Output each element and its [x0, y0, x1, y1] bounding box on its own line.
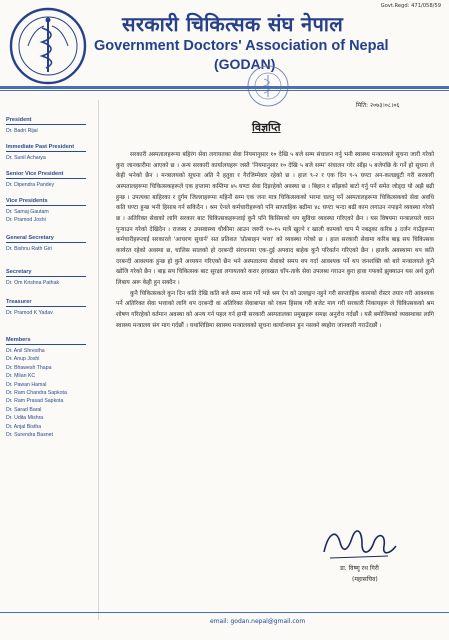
sidebar-member-name: Dr. Pramod Joshi [6, 217, 46, 224]
sidebar-member-name: Dr. Anjal Bistha [6, 423, 42, 430]
sidebar-member-name: Dr. Sarad Baral [6, 406, 42, 413]
signature [318, 520, 400, 564]
sidebar-group-senior-vp [6, 160, 96, 189]
letter-paragraph: कुनै चिकित्सकले कुन दिन कति देखि कति बजे सम्म काम गर्ने भन्ने श्रम ऐन को उल्लङ्घन नहुने गरी साप्ताहिक कामको रोस्टर तयार गरी आवश्यक पर्ने अतिरिक्त सेवा भत्ताको लागि थप दरबन्दी वा अतिरिक्त सेवाबापत को रकम हिसाब गरी बजेट माग गरी सरकारी निकायहरू ले चिकित्सकको श्रम शोषण गरिरहेको वर्तमान अवस्था को अन्त्य गर्न पहल गर्न हामी सरकारी अस्पतालका प्रमुखहरू समक्ष अनुरोध गर्दछौं । यसै बमोजिमको व्यवस्थाका लागि स्वास्थ्य मन्त्रालय संग माग गर्दछौं । यथाशिघ्रिमा स्वास्थ्य मन्त्रालयको सूचना कार्यान्वयन हुन नसक्ने ब्यहोरा जानकारी गराउँदछौं । [116, 290, 434, 329]
sidebar-member-name: Dr. Sunil Acharya [6, 155, 46, 161]
header-divider-thin [0, 90, 449, 91]
association-abbreviation: (GODAN) [214, 56, 276, 72]
sidebar-member-name: Dr. Om Krishna Pathak [6, 280, 60, 286]
sidebar-heading: General Secretary [6, 235, 86, 243]
sidebar-member-name: Dr. Samaj Gautam [6, 209, 49, 215]
sidebar-heading: Treasurer [6, 299, 86, 307]
letterhead-header [0, 0, 449, 100]
sidebar-member-name: Dr. Pawan Hamal [6, 381, 47, 388]
sidebar-member-name: Dr. Badri Rijal [6, 128, 38, 134]
sidebar-group-secretary [6, 258, 96, 287]
sidebar-heading: Secretary [6, 269, 86, 277]
sidebar-heading: Vice Presidents [6, 198, 86, 206]
registration-number: Govt.Regd: 471/058/59 [380, 3, 441, 9]
sidebar-group-treasurer [6, 288, 96, 317]
sidebar-member-name: Dr. Milan KC [6, 373, 36, 380]
sidebar-heading: President [6, 117, 86, 125]
sidebar-member-name: Dr. Dipendra Pandey [6, 182, 55, 188]
sidebar-member-name: Dr. Ram Prasad Sapkota [6, 398, 64, 405]
sidebar-member-name: Dr. Ram Chandra Sapkota [6, 390, 67, 397]
office-bearers-sidebar [0, 100, 99, 620]
sidebar-group-past-president [6, 133, 96, 162]
sidebar-group-president [6, 106, 96, 135]
header-divider [0, 86, 449, 89]
sidebar-member-name: Dr. Anil Shrestha [6, 348, 45, 354]
footer-divider [0, 612, 449, 613]
sidebar-member-name: Dr. Surendra Basnet [6, 432, 54, 439]
association-name-english: Government Doctors' Association of Nepal [94, 38, 389, 54]
sidebar-group-general-secretary [6, 224, 96, 253]
letter-paragraph: सरकारी अस्पतालहरूमा बहिरंग सेवा लगायतका सेवा नियमानुसार १० देखि ५ बजे सम्म संचालन गर्नु भनी स्वास्थ्य मन्त्रालयले सूचना जारी गरेको कुरा जानकारीमा आएको छ । अन्य सरकारी कार्यालयहरू जस्तै 'नियमानुसार १० देखि ५ बजे सम्म' संचालन गरेर साँझ ५ बजेपछि के गर्ने हो सूचना ले केही भनेको छैन । मन्त्रालयको सूचना अति नै हतुवा र गैरजिम्मेवार रहेको छ । हाल ९-२ र एक दिन ९-५ घण्टा अन-कलड्युटी गरी सरकारी अस्पतालहरूमा चिकित्सकहरूले एक हप्तामा कम्तिमा ४५ घण्टा सेवा दिइरहेको अवस्था छ । बिहान र साँझको बाटो गर्नु पर्ने समेत जोड्दा यो अझै बढी हुन्छ । उपत्यका बाहिरका र दुर्गम जिल्लाहरूमा महिनौं सम्म एक जना मात्र चिकित्सकको भरमा चलनु पर्ने अस्पतालहरूमा चिकित्सकको सेवा अवधि कति घण्टा हुन्छ भनी हिसाब गर्न सकिदैन । श्रम ऐनले कर्मचारीहरूको पनि साप्ताहिक बढीमा ४८ घण्टा भन्दा बढी काम लगाउन नपाइने व्यवस्था गरेको छ । अतिरिक्त सेवाको लागि सरकार बाट चिकित्सकहरूलाई कुनै पनि किसिमको थप सुविधा व्यवस्था गरिएको छैन । यस विषयमा मन्त्रालयले ध्यान पुऱ्याउन गरेको देखिदैन । राजस्व र उपस्वास्थ्य चौकीमा आउन जरुरी १०-१५ मात्रै खुल्ने र खाली कामको चाप मै नबढ्का करिब ३ दर्जन गाउँहरूमा कर्मचारीहरूलाई सरकारले 'आचरण सुधार्न' सत प्रतिशत 'प्रोत्साहन भत्ता' को व्यवस्था गरेको छ । हाल सरकारी सेवामा करिब बाह्र सय चिकित्सक कार्यरत रहेको अवस्था छ, चालिस सालको हो दरबन्दी संरचनामा एक-दुई अपवाद बाहेक कुनै परिवर्तन गरिएको छैन । हालकै अवस्थामा थप कति दरबन्दी आवश्यक हुन्छ हो कुनै अध्ययन गरिएको छैन भने अस्पतालमा सेवाको समय थप गर्दा आवश्यक पर्ने थप जनशक्ति को बारे मन्त्रालयले कुनै खोजि गरेको छैन । बाह्र सय चिकित्सक बाट सुरक्षा लगायतको करार हरवखत चाँप-ताके सेवा उपलब्ध गराउन कुरा हावा गफको झुक्याउन यस अर्थ ठूलो लिबाय अरू केही हुन सक्दैन । [116, 152, 434, 286]
signatory-title: (महासचिव) [352, 576, 378, 583]
letter-body [116, 150, 434, 331]
letter-subject: विज्ञप्ति [252, 121, 281, 134]
sidebar-heading: Senior Vice President [6, 171, 86, 179]
sidebar-member-name: Dr. Anup Joshi [6, 356, 40, 363]
sidebar-member-name: Dr. Bishnu Rath Giri [6, 246, 52, 252]
signatory-name: डा. विष्णु रथ गिरी [340, 565, 379, 572]
sidebar-heading: Members [6, 337, 86, 345]
sidebar-heading: Immediate Past President [6, 144, 86, 152]
association-name-nepali: सरकारी चिकित्सक संघ नेपाल [122, 12, 344, 36]
sidebar-member-name: Dr. Pramod K Yadav [6, 310, 53, 316]
sidebar-group-vice-presidents [6, 187, 96, 225]
sidebar-member-name: Dr. Bhawesh Thapa [6, 364, 52, 371]
letter-date: मिति: २०७३।०८।०६ [356, 102, 400, 109]
sidebar-member-name: Dr. Udita Mishra [6, 415, 44, 422]
sidebar-group-members [6, 326, 96, 439]
footer-email: email: godan.nepal@gmail.com [210, 618, 306, 625]
association-logo [8, 6, 88, 86]
